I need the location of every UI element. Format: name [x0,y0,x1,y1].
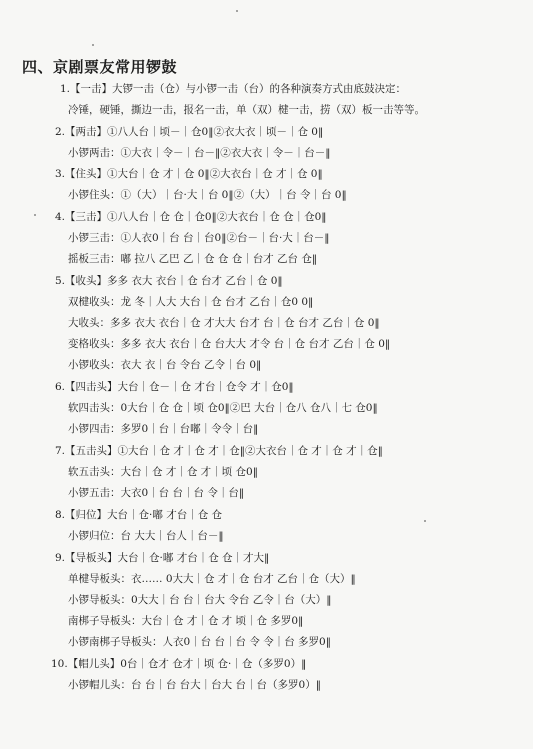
score-line: 9.【导板头】大台｜仓·嘟 才台｜仓 仓｜才大‖ [55,552,270,564]
score-line: 6.【四击头】大台｜仓－｜仓 才台｜仓令 才｜仓0‖ [55,381,294,393]
score-line: 8.【归位】大台｜仓·嘟 才台｜仓 仓 [55,509,223,521]
text-line: 冷锤，硬锤，撕边一击，报名一击，单（双）楗一击，捞（双）板一击等等。 [68,104,425,116]
section-heading: 四、京剧票友常用锣鼓 [22,58,178,76]
scan-speck [236,10,238,12]
score-line: 5.【收头】多多 衣大 衣台｜仓 台才 乙台｜仓 0‖ [55,275,283,287]
score-line: 南梆子导板头：大台｜仓 才｜仓 才 顷｜仓 多罗0‖ [68,615,304,627]
scan-speck [34,214,36,216]
text-line: 1.【一击】大锣一击（仓）与小锣一击（台）的各种演奏方式由底鼓决定： [60,83,407,95]
score-line: 变格收头：多多 衣大 衣台｜仓 台大大 才令 台｜仓 台才 乙台｜仓 0‖ [68,338,391,350]
score-line: 小锣帽儿头：台 台｜台 台大｜台大 台｜台（多罗0）‖ [68,679,321,691]
score-line: 单楗导板头：衣…… 0大大｜仓 才｜仓 台才 乙台｜仓（大）‖ [68,573,356,585]
score-line: 小锣四击：多罗0｜台｜台嘟｜令令｜台‖ [68,423,259,435]
score-line: 7.【五击头】①大台｜仓 才｜仓 才｜仓‖②大衣台｜仓 才｜仓 才｜仓‖ [55,445,383,457]
score-line: 小锣导板头：0大大｜台 台｜台大 令台 乙令｜台（大）‖ [68,594,332,606]
score-line: 3.【住头】①大台｜仓 才｜仓 0‖②大衣台｜仓 才｜仓 0‖ [55,168,323,180]
score-line: 双楗收头：龙 冬｜人大 大台｜仓 台才 乙台｜仓0 0‖ [68,296,314,308]
score-line: 小锣收头：衣大 衣｜台 令台 乙令｜台 0‖ [68,359,262,371]
score-line: 软四击头：0大台｜仓 仓｜顷 仓0‖②巴 大台｜仓八 仓八｜七 仓0‖ [68,402,378,414]
scan-speck [92,44,94,46]
score-line: 小锣五击：大衣0｜台 台｜台 令｜台‖ [68,487,245,499]
score-line: 大收头：多多 衣大 衣台｜仓 才大大 台才 台｜仓 台才 乙台｜仓 0‖ [68,317,380,329]
score-line: 2.【两击】①八人台｜顷－｜仓0‖②衣大衣｜顷－｜仓 0‖ [55,126,324,138]
score-line: 小锣住头：①（大）｜台·大｜台 0‖②（大）｜台 令｜台 0‖ [68,189,347,201]
score-line: 10.【帽儿头】0台｜仓才 仓才｜顷 仓·｜仓（多罗0）‖ [51,658,307,670]
score-line: 4.【三击】①八人台｜仓 仓｜仓0‖②大衣台｜仓 仓｜仓0‖ [55,211,327,223]
score-line: 小锣两击：①大衣｜令－｜台－‖②衣大衣｜令－｜台－‖ [68,147,331,159]
score-line: 小锣南梆子导板头：人衣0｜台 台｜台 令 令｜台 多罗0‖ [68,636,331,648]
scan-speck [424,520,426,522]
score-line: 摇板三击：嘟 拉八 乙巴 乙｜仓 仓 仓｜台才 乙台 仓‖ [68,253,318,265]
score-line: 小锣归位：台 大大｜台人｜台－‖ [68,530,224,542]
score-line: 小锣三击：①人衣0｜台 台｜台0‖②台－｜台·大｜台－‖ [68,232,330,244]
score-line: 软五击头：大台｜仓 才｜仓 才｜顷 仓0‖ [68,466,258,478]
